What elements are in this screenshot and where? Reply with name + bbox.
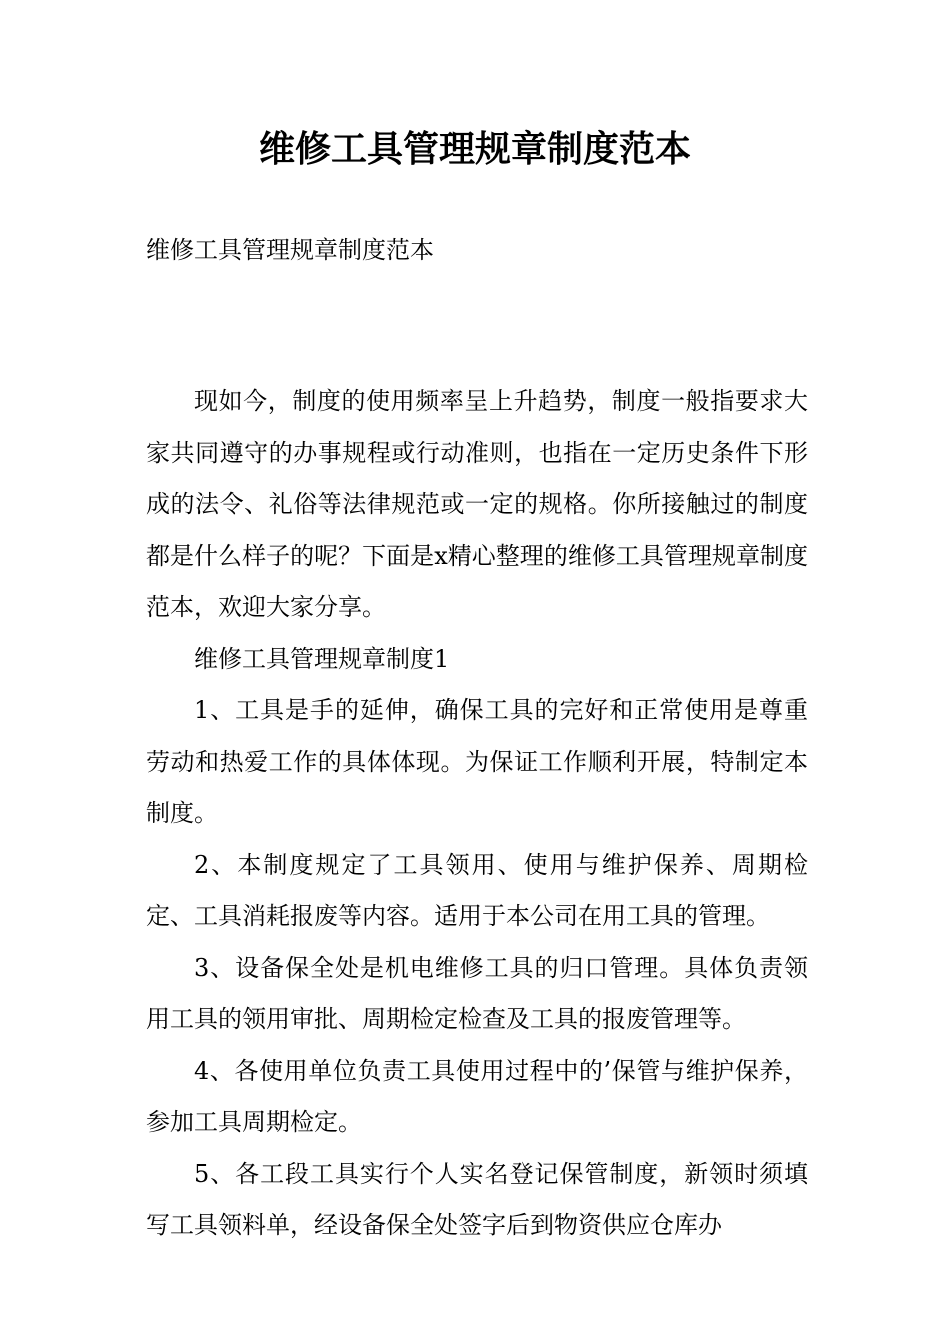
paragraph-intro: 现如今，制度的使用频率呈上升趋势，制度一般指要求大家共同遵守的办事规程或行动准则，也指在一定历史条件下形成的法令、礼俗等法律规范或一定的规格。你所接触过的制度都是什么样子的呢？下面是x精心整理的维修工具管理规章制度范本，欢迎大家分享。 [146,387,808,621]
paragraph-item-2: 2、本制度规定了工具领用、使用与维护保养、周期检定、工具消耗报废等内容。适用于本公司在用工具的管理。 [146,850,808,930]
paragraph-item-1: 1、工具是手的延伸，确保工具的完好和正常使用是尊重劳动和热爱工作的具体体现。为保证工作顺利开展，特制定本制度。 [146,696,808,827]
paragraph-item-3: 3、设备保全处是机电维修工具的归口管理。具体负责领用工具的领用审批、周期检定检查及工具的报废管理等。 [146,953,808,1033]
document-title: 维修工具管理规章制度范本 [258,129,691,170]
document-body [146,376,808,1252]
paragraph-item-4: 4、各使用单位负责工具使用过程中的’保管与维护保养，参加工具周期检定。 [146,1056,808,1136]
paragraph-item-5: 5、各工段工具实行个人实名登记保管制度，新领时须填写工具领料单，经设备保全处签字后到物资供应仓库办 [146,1159,808,1239]
document-subtitle: 维修工具管理规章制度范本 [146,236,434,264]
paragraph-section-heading: 维修工具管理规章制度1 [194,644,450,673]
